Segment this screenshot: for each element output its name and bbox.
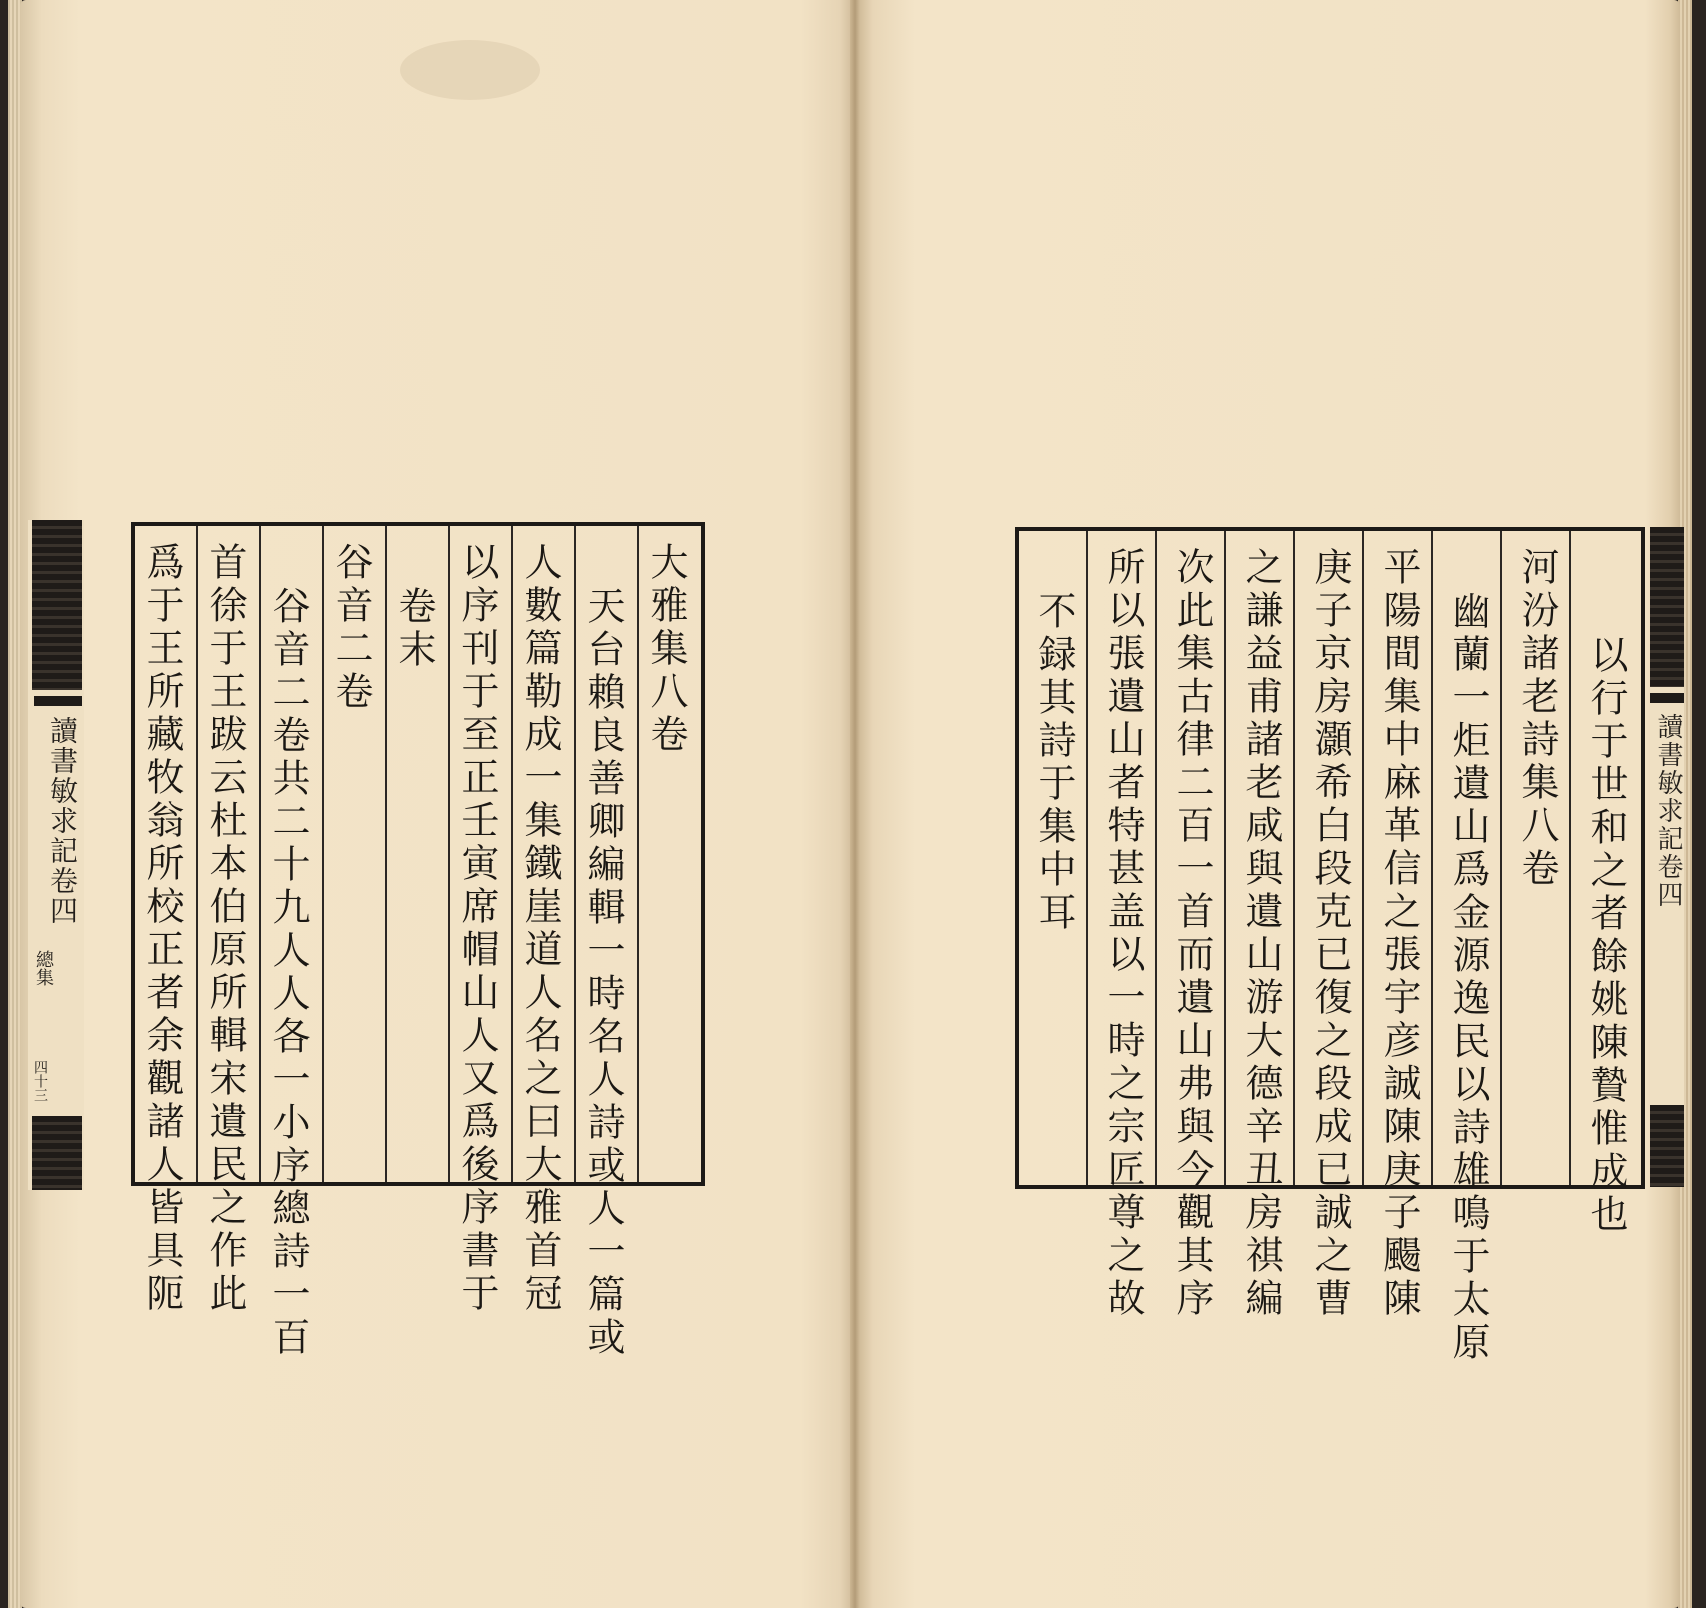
book-gutter — [850, 0, 860, 1608]
right-fold-title: 讀書敏求記卷四 — [1653, 713, 1683, 909]
fold-fishtail-top — [1650, 693, 1684, 703]
fold-fishtail-top — [34, 696, 82, 706]
fold-black-mouth-bottom — [32, 1116, 82, 1190]
text-column: 平陽間集中麻革信之張宇彦誠陳庚子颺陳 — [1377, 547, 1421, 1321]
fold-black-mouth-bottom — [1650, 1105, 1684, 1187]
text-column: 以行于世和之者餘姚陳贄惟成也 — [1584, 635, 1628, 1237]
text-column: 所以張遺山者特甚盖以一時之宗匠尊之故 — [1101, 547, 1145, 1321]
left-fold-strip — [28, 520, 84, 1190]
text-column: 大雅集八卷 — [644, 542, 688, 757]
text-column: 人數篇勒成一集鐵崖道人名之曰大雅首冠 — [518, 542, 562, 1316]
text-column: 幽蘭一炬遺山爲金源逸民以詩雄鳴于太原 — [1446, 591, 1490, 1365]
text-column: 首徐于王跋云杜本伯原所輯宋遺民之作此 — [203, 542, 247, 1316]
right-fold-strip — [1650, 527, 1684, 1187]
fold-black-mouth-top — [32, 520, 82, 690]
text-column: 不録其詩于集中耳 — [1032, 591, 1076, 935]
left-fold-title: 讀書敏求記卷四 — [46, 716, 79, 926]
paper-stain — [400, 40, 540, 100]
left-fold-section: 總集 — [33, 950, 54, 986]
text-column: 天台賴良善卿編輯一時名人詩或人一篇或 — [581, 586, 625, 1360]
left-text-block — [131, 522, 705, 1360]
text-column: 谷音二卷共二十九人人各一小序總詩一百 — [266, 586, 310, 1360]
text-column: 河汾諸老詩集八卷 — [1515, 547, 1559, 891]
left-fold-page-number: 四十三 — [32, 1060, 48, 1102]
text-column: 之謙益甫諸老咸與遺山游大德辛丑房祺編 — [1239, 547, 1283, 1321]
text-column: 卷末 — [392, 586, 436, 672]
right-text-block — [1015, 527, 1645, 1365]
text-column: 爲于王所藏牧翁所校正者余觀諸人皆具阨 — [140, 542, 184, 1316]
text-column: 次此集古律二百一首而遺山弗與今觀其序 — [1170, 547, 1214, 1321]
text-column: 以序刊于至正壬寅席帽山人又爲後序書于 — [455, 542, 499, 1316]
fold-black-mouth-top — [1650, 527, 1684, 687]
text-column: 庚子京房灝希白段克已復之段成已誠之曹 — [1308, 547, 1352, 1321]
text-column: 谷音二卷 — [329, 542, 373, 714]
